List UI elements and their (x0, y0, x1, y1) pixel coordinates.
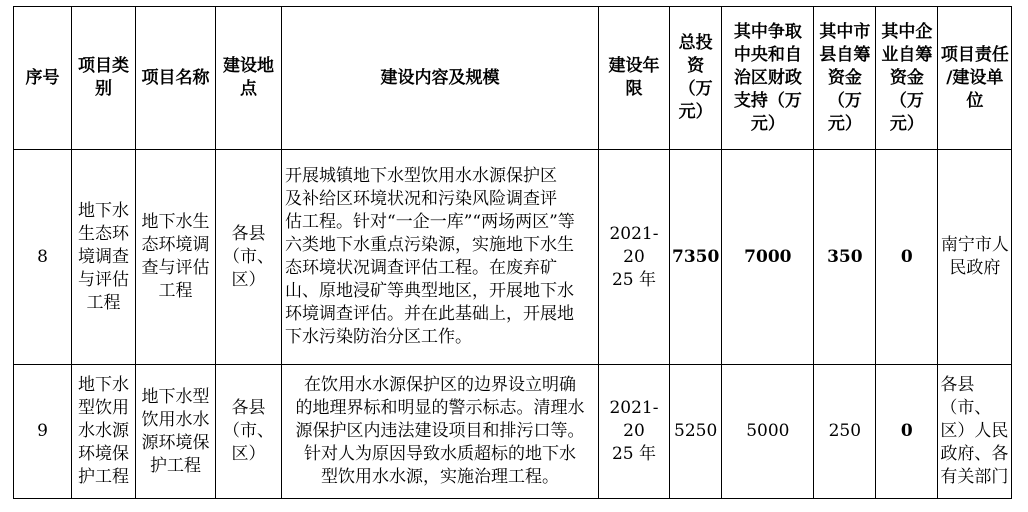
cell-total: 5250 (670, 365, 722, 499)
header-period: 建设年 限 (599, 7, 670, 150)
cell-central: 5000 (722, 365, 814, 499)
table-header-row (14, 7, 1012, 150)
header-central: 其中争取 中央和自 治区财政 支持（万 元） (722, 7, 814, 150)
cell-period: 2021-20 25 年 (599, 150, 670, 365)
header-content: 建设内容及规模 (282, 7, 599, 150)
cell-content: 开展城镇地下水型饮用水水源保护区 及补给区环境状况和污染风险调查评 估工程。针对“一企一库”“两场两区”等 六类地下水重点污染源，实施地下水生 态环境状况调查评估工程。在废弃矿 山、原地浸矿等典型地区，开展地下水 环境调查评估。并在此基础上，开展地 下水污染防治分区工作。 (282, 150, 599, 365)
header-location: 建设地 点 (216, 7, 282, 150)
cell-location: 各县 （市、 区） (216, 365, 282, 499)
cell-central: 7000 (722, 150, 814, 365)
cell-no: 9 (14, 365, 72, 499)
cell-no: 8 (14, 150, 72, 365)
cell-name: 地下水生 态环境调 查与评估 工程 (136, 150, 216, 365)
cell-content: 在饮用水水源保护区的边界设立明确 的地理界标和明显的警示标志。清理水 源保护区内违法建设项目和排污口等。 针对人为原因导致水质超标的地下水 型饮用水水源，实施治理工程。 (282, 365, 599, 499)
cell-enterprise: 0 (876, 150, 938, 365)
header-enterprise: 其中企 业自筹 资金 （万 元） (876, 7, 938, 150)
cell-category: 地下水 型饮用 水水源 环境保 护工程 (72, 365, 136, 499)
header-no: 序号 (14, 7, 72, 150)
cell-total: 7350 (670, 150, 722, 365)
header-total: 总投 资（万 元） (670, 7, 722, 150)
project-table (13, 6, 1012, 499)
header-county: 其中市 县自筹 资金 （万 元） (814, 7, 876, 150)
table-row (14, 365, 1012, 499)
cell-category: 地下水 生态环 境调查 与评估 工程 (72, 150, 136, 365)
cell-name: 地下水型 饮用水水 源环境保 护工程 (136, 365, 216, 499)
cell-period: 2021-20 25 年 (599, 365, 670, 499)
cell-location: 各县 （市、 区） (216, 150, 282, 365)
cell-county: 250 (814, 365, 876, 499)
cell-unit: 南宁市人 民政府 (938, 150, 1012, 365)
cell-unit: 各县（市、 区）人民 政府、各 有关部门 (938, 365, 1012, 499)
header-unit: 项目责任 /建设单 位 (938, 7, 1012, 150)
project-table-wrapper (13, 6, 1012, 499)
table-row (14, 150, 1012, 365)
cell-county: 350 (814, 150, 876, 365)
cell-enterprise: 0 (876, 365, 938, 499)
header-category: 项目类 别 (72, 7, 136, 150)
header-name: 项目名称 (136, 7, 216, 150)
